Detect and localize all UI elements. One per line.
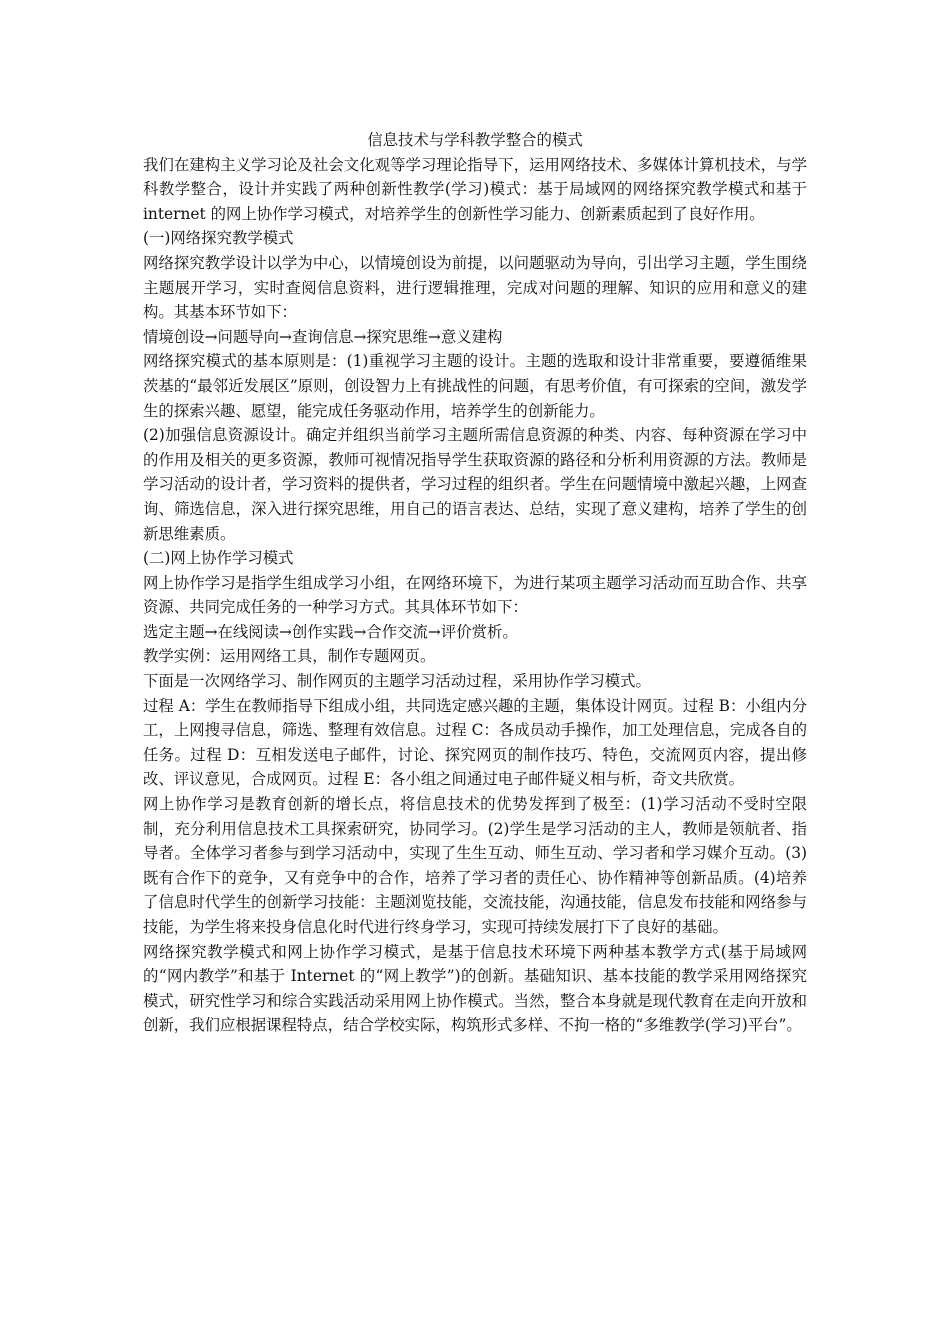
inquiry-steps-paragraph: 情境创设→问题导向→查询信息→探究思维→意义建构 xyxy=(143,327,503,346)
activity-intro-paragraph: 下面是一次网络学习、制作网页的主题学习活动过程，采用协作学习模式。 xyxy=(143,672,651,691)
document-body xyxy=(143,128,807,1038)
document-title: 信息技术与学科教学整合的模式 xyxy=(367,131,583,149)
teaching-example-paragraph: 教学实例：运用网络工具，制作专题网页。 xyxy=(143,647,436,666)
process-steps-paragraph: 过程 A：学生在教师指导下组成小组，共同选定感兴趣的主题，集体设计网页。过程 B：小组内分工，上网搜寻信息，筛选、整理有效信息。过程 C：各成员动手操作，加工处理信息，完成各自的任务。过程 D：互相发送电子邮件，讨论、探究网页的制作技巧、特色，交流网页内容，提出修改、评议意见，合成网页。过程 E：各小组之间通过电子邮件疑义相与析，奇文共欣赏。 xyxy=(143,696,807,789)
inquiry-principle-2-paragraph: (2)加强信息资源设计。确定并组织当前学习主题所需信息资源的种类、内容、每种资源在学习中的作用及相关的更多资源，教师可视情况指导学生获取资源的路径和分析利用资源的方法。教师是学习活动的设计者，学习资料的提供者，学习过程的组织者。学生在问题情境中激起兴趣，上网查询、筛选信息，深入进行探究思维，用自己的语言表达、总结，实现了意义建构，培养了学生的创新思维素质。 xyxy=(143,426,807,543)
conclusion-paragraph: 网络探究教学模式和网上协作学习模式，是基于信息技术环境下两种基本教学方式(基于局域网的“网内教学”和基于 Internet 的“网上教学”)的创新。基础知识、基本技能的教学采用网络探究模式，研究性学习和综合实践活动采用网上协作模式。当然，整合本身就是现代教育在走向开放和创新，我们应根据课程特点，结合学校实际，构筑形式多样、不拘一格的“多维教学(学习)平台”。 xyxy=(143,942,807,1035)
collaboration-steps-paragraph: 选定主题→在线阅读→创作实践→合作交流→评价赏析。 xyxy=(143,622,518,641)
collaboration-description-paragraph: 网上协作学习是指学生组成学习小组，在网络环境下，为进行某项主题学习活动而互助合作、共享资源、共同完成任务的一种学习方式。其具体环节如下： xyxy=(143,573,807,617)
intro-paragraph: 我们在建构主义学习论及社会文化观等学习理论指导下，运用网络技术、多媒体计算机技术，与学科教学整合，设计并实践了两种创新性教学(学习)模式：基于局域网的网络探究教学模式和基于 internet 的网上协作学习模式，对培养学生的创新性学习能力、创新素质起到了良好作用。 xyxy=(143,155,807,223)
section-heading-inquiry: (一)网络探究教学模式 xyxy=(143,229,294,248)
collaboration-benefits-paragraph: 网上协作学习是教育创新的增长点，将信息技术的优势发挥到了极至：(1)学习活动不受时空限制，充分利用信息技术工具探索研究，协同学习。(2)学生是学习活动的主人，教师是领航者、指导者。全体学习者参与到学习活动中，实现了生生互动、师生互动、学习者和学习媒介互动。(3)既有合作下的竞争，又有竞争中的合作，培养了学习者的责任心、协作精神等创新品质。(4)培养了信息时代学生的创新学习技能：主题浏览技能，交流技能，沟通技能，信息发布技能和网络参与技能，为学生将来投身信息化时代进行终身学习，实现可持续发展打下了良好的基础。 xyxy=(143,795,807,936)
section-heading-collaboration: (二)网上协作学习模式 xyxy=(143,549,294,568)
inquiry-description-paragraph: 网络探究教学设计以学为中心，以情境创设为前提，以问题驱动为导向，引出学习主题，学生围绕主题展开学习，实时查阅信息资料，进行逻辑推理，完成对问题的理解、知识的应用和意义的建构。其基本环节如下： xyxy=(143,253,807,322)
inquiry-principle-1-paragraph: 网络探究模式的基本原则是：(1)重视学习主题的设计。主题的选取和设计非常重要，要遵循维果茨基的“最邻近发展区”原则，创设智力上有挑战性的问题，有思考价值，有可探索的空间，激发学生的探索兴趣、愿望，能完成任务驱动作用，培养学生的创新能力。 xyxy=(143,352,807,420)
